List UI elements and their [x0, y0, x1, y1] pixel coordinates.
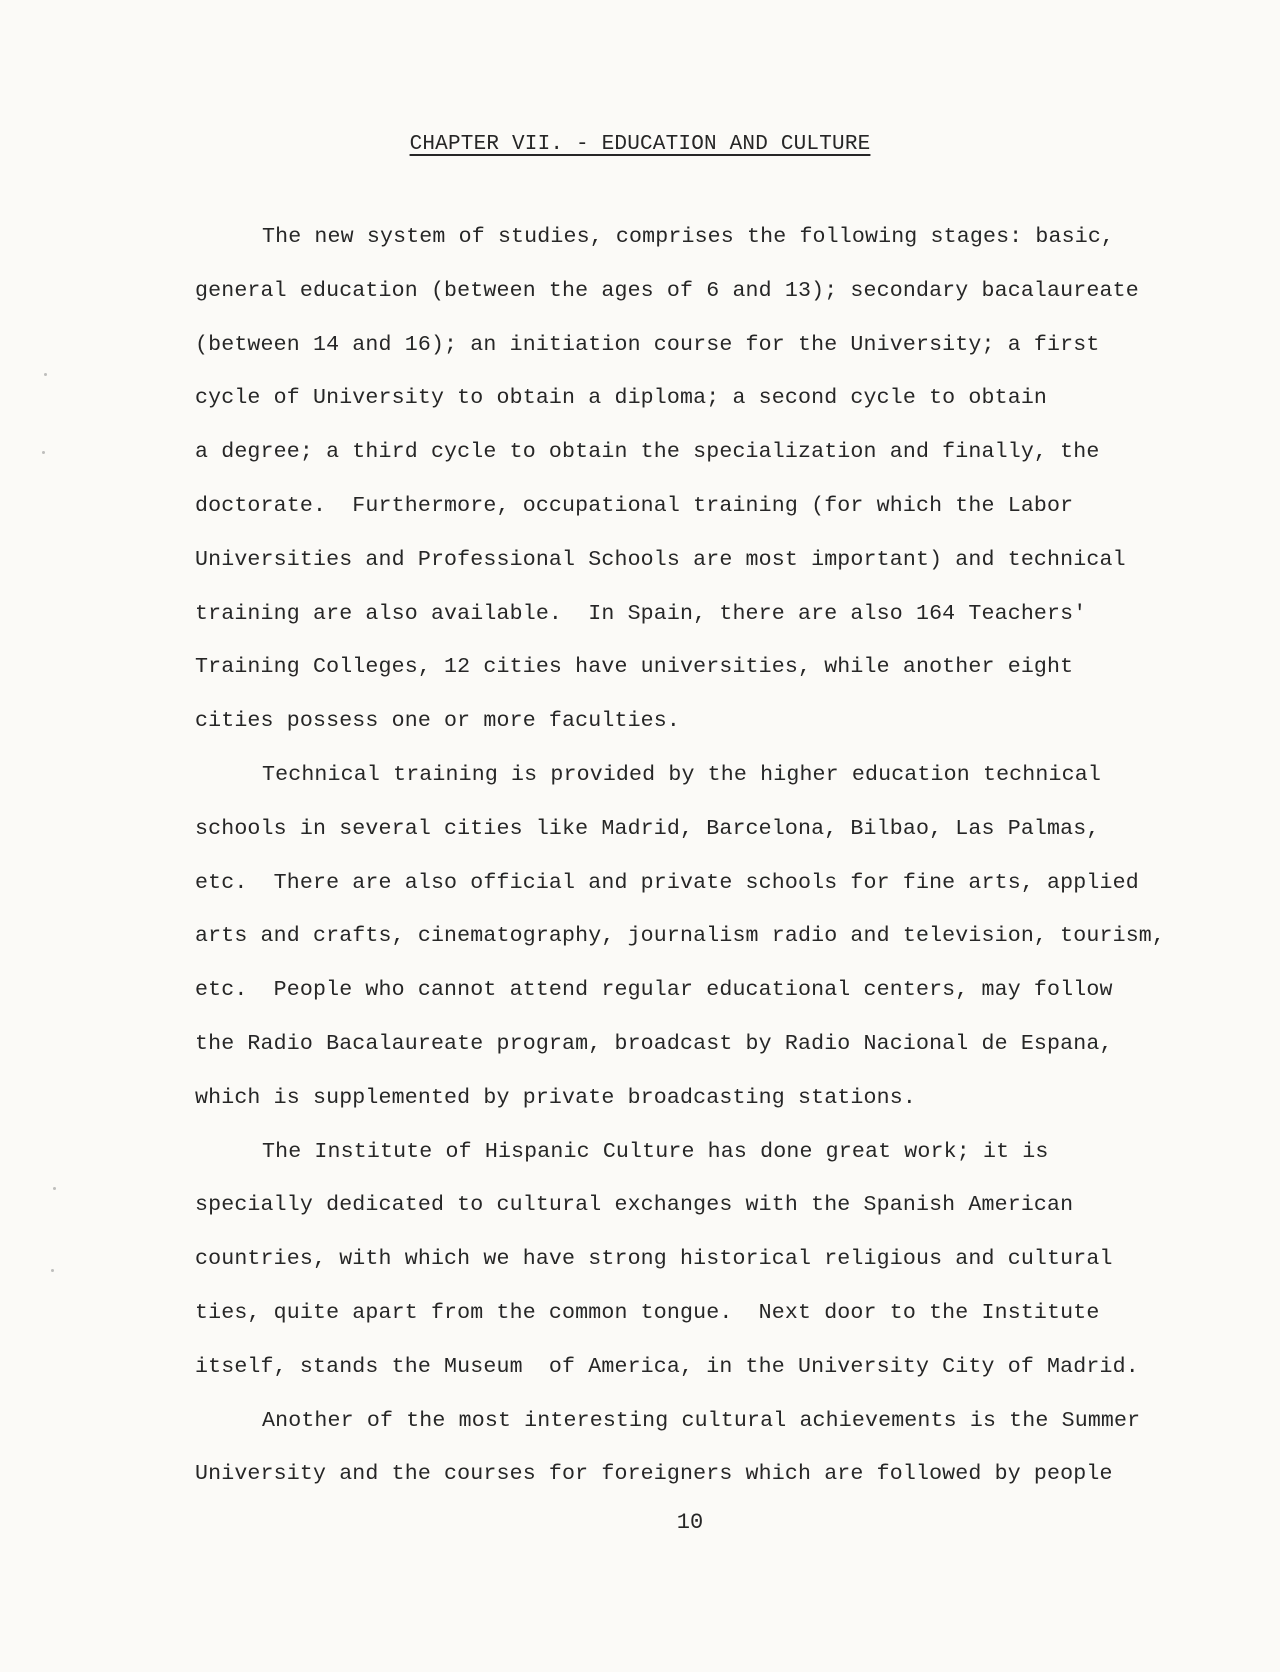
text-line: The Institute of Hispanic Culture has done great work; it is	[262, 1139, 1049, 1164]
text-line: arts and crafts, cinematography, journalism radio and television, tourism,	[195, 924, 1166, 949]
scan-speck	[42, 451, 45, 454]
text-line: ties, quite apart from the common tongue. Next door to the Institute	[195, 1300, 1100, 1325]
text-line: etc. People who cannot attend regular educational centers, may follow	[195, 978, 1113, 1003]
text-line: itself, stands the Museum of America, in the University City of Madrid.	[195, 1354, 1139, 1379]
page-number: 10	[676, 1510, 704, 1535]
text-line: Training Colleges, 12 cities have universities, while another eight	[195, 655, 1074, 680]
text-line: which is supplemented by private broadcasting stations.	[195, 1085, 916, 1110]
text-line: (between 14 and 16); an initiation course for the University; a first	[195, 332, 1100, 357]
scan-speck	[51, 1269, 54, 1272]
text-line: etc. There are also official and private schools for fine arts, applied	[195, 870, 1139, 895]
chapter-heading-text: CHAPTER VII. - EDUCATION AND CULTURE	[409, 133, 871, 156]
text-line: University and the courses for foreigners which are followed by people	[195, 1462, 1113, 1487]
text-line: specially dedicated to cultural exchanges with the Spanish American	[195, 1193, 1074, 1218]
text-line: doctorate. Furthermore, occupational training (for which the Labor	[195, 493, 1074, 518]
text-line: cycle of University to obtain a diploma; a second cycle to obtain	[195, 386, 1048, 411]
text-line: training are also available. In Spain, there are also 164 Teachers'	[195, 601, 1087, 626]
text-line: general education (between the ages of 6 and 13); secondary bacalaureate	[195, 278, 1139, 303]
text-line: countries, with which we have strong historical religious and cultural	[195, 1247, 1113, 1272]
text-line: Technical training is provided by the higher education technical	[262, 762, 1101, 787]
text-line: the Radio Bacalaureate program, broadcast by Radio Nacional de Espana,	[195, 1031, 1113, 1056]
text-line: cities possess one or more faculties.	[195, 709, 681, 734]
text-line: schools in several cities like Madrid, Barcelona, Bilbao, Las Palmas,	[195, 816, 1100, 841]
chapter-heading	[0, 130, 1280, 160]
text-line: Another of the most interesting cultural achievements is the Summer	[262, 1408, 1141, 1433]
text-line: Universities and Professional Schools are most important) and technical	[195, 547, 1126, 572]
body-text	[195, 211, 1205, 1502]
text-line: a degree; a third cycle to obtain the specialization and finally, the	[195, 440, 1100, 465]
scan-speck	[53, 1187, 56, 1190]
text-line: The new system of studies, comprises the following stages: basic,	[262, 225, 1115, 249]
scan-speck	[44, 373, 47, 376]
